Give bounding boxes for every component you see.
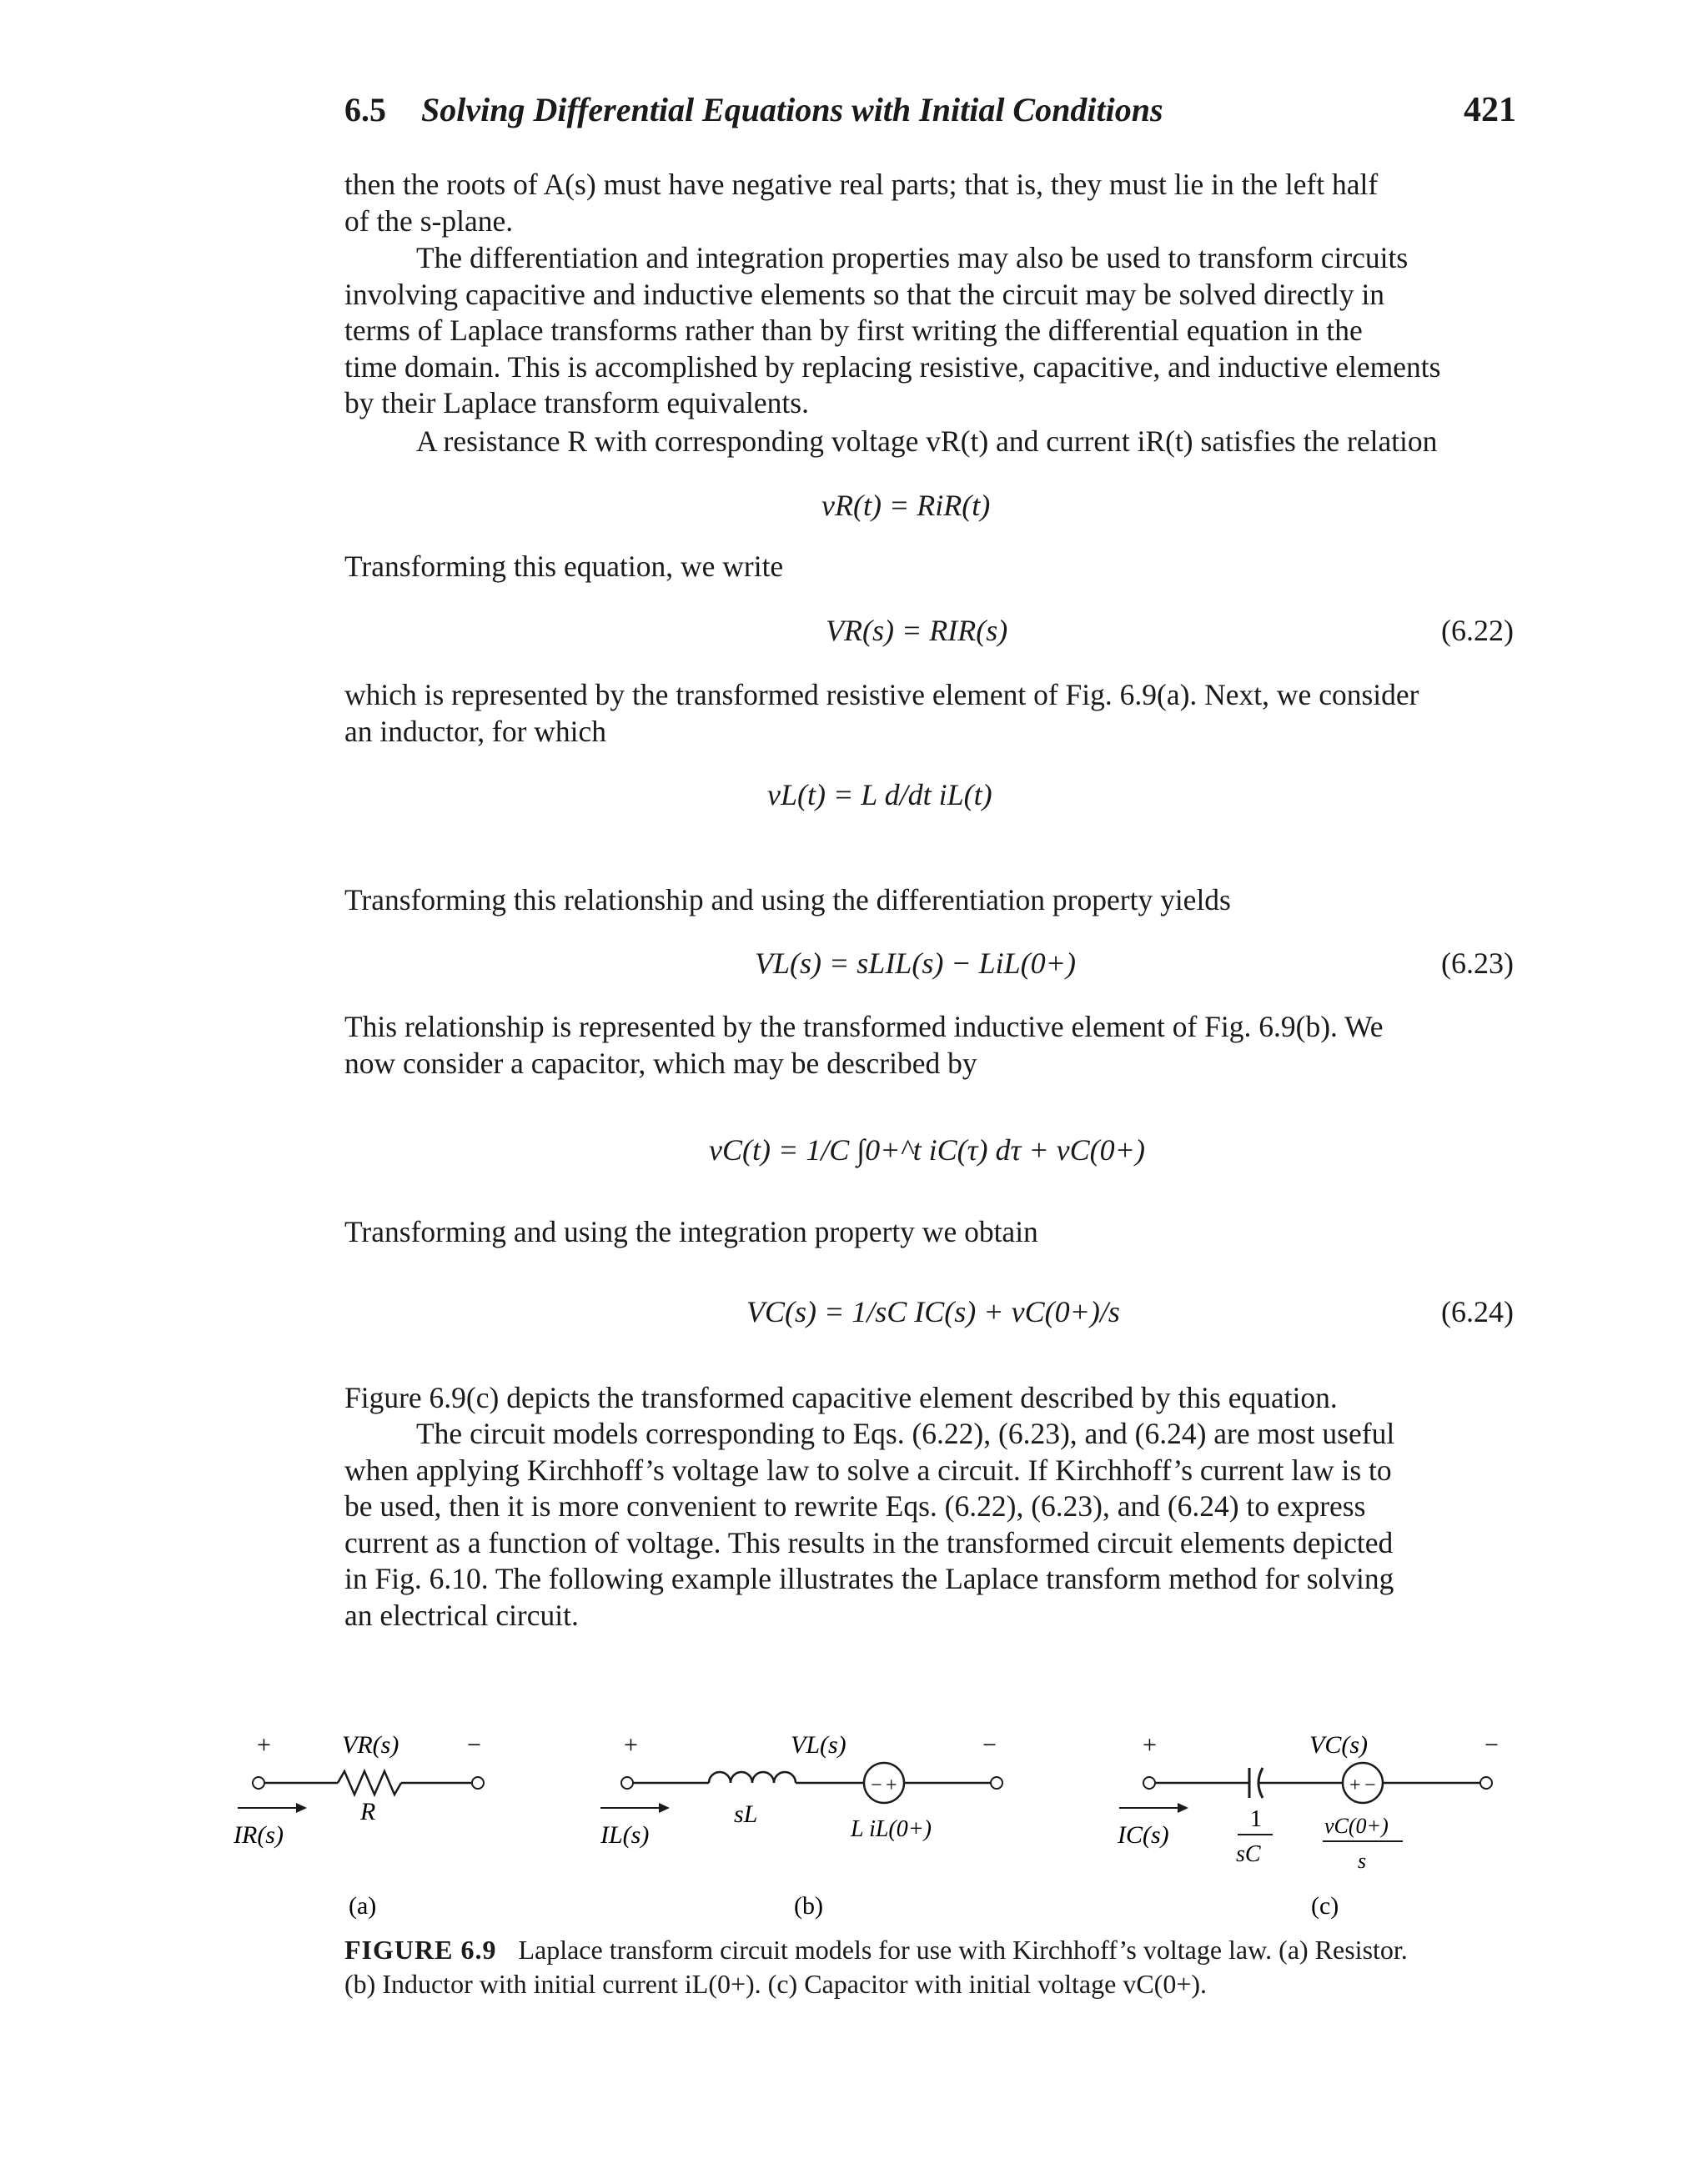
inductor-symbol [709, 1772, 796, 1783]
resistor-symbol [338, 1771, 401, 1795]
equation-6-22 [826, 613, 1007, 648]
text-line: an electrical circuit. [344, 1598, 579, 1632]
text-line: which is represented by the transformed resistive element of Fig. 6.9(a). Next, we consider [344, 678, 1419, 711]
equation-vc-time [709, 1132, 1145, 1167]
terminal-node [253, 1777, 264, 1789]
voltage-label: VR(s) [342, 1731, 399, 1759]
paragraph-figure-ref [344, 1380, 1516, 1417]
equation-number: (6.23) [1441, 946, 1514, 980]
text-line: The differentiation and integration properties may also be used to transform circuits [416, 241, 1409, 274]
paragraph-inductor-intro [344, 677, 1516, 750]
terminal-node [621, 1777, 633, 1789]
text-line: time domain. This is accomplished by replacing resistive, capacitive, and inductive elements [344, 349, 1441, 384]
minus-label: − [982, 1731, 997, 1759]
source-minus: − [1364, 1775, 1376, 1796]
text-line: Transforming and using the integration property we obtain [344, 1215, 1038, 1248]
equation-6-23 [755, 946, 1076, 981]
equation-vl-time [767, 777, 992, 812]
source-label: L iL(0+) [851, 1816, 932, 1842]
terminal-node [1480, 1777, 1492, 1789]
resistor-label: R [360, 1798, 376, 1825]
text-line: Transforming this equation, we write [344, 550, 784, 583]
equation-text: VC(s) = 1/sC IC(s) + vC(0+)/s [746, 1295, 1120, 1328]
text-line: of the s-plane. [344, 203, 514, 238]
equation-text: VL(s) = sLIL(s) − LiL(0+) [755, 946, 1076, 980]
text-line: A resistance R with corresponding voltage vR(t) and current iR(t) satisfies the relation [416, 424, 1438, 458]
text-line: in Fig. 6.10. The following example illustrates the Laplace transform method for solving [344, 1562, 1394, 1595]
equation-text: vL(t) = L d/dt iL(t) [767, 778, 992, 811]
section-title: Solving Differential Equations with Initial Conditions [421, 91, 1163, 128]
text-line: Transforming this relationship and using the differentiation property yields [344, 883, 1231, 916]
source-fraction-num: vC(0+) [1324, 1814, 1389, 1838]
figure-caption [344, 1933, 1516, 2001]
source-fraction-den: s [1358, 1849, 1367, 1873]
text-line: Figure 6.9(c) depicts the transformed capacitive element described by this equation. [344, 1381, 1338, 1414]
caption-line: (b) Inductor with initial current iL(0+). (c) Capacitor with initial voltage vC(0+). [344, 1969, 1208, 1999]
running-header [344, 90, 1516, 140]
capacitor-fraction-num: 1 [1250, 1806, 1262, 1832]
text-line: an inductor, for which [344, 714, 607, 748]
page-number: 421 [1464, 91, 1516, 129]
equation-text: vC(t) = 1/C ∫0+^t iC(τ) dτ + vC(0+) [709, 1133, 1145, 1167]
source-plus: + [886, 1775, 897, 1796]
minus-label: − [467, 1731, 481, 1759]
source-minus: − [871, 1775, 882, 1796]
terminal-node [991, 1777, 1002, 1789]
current-label: IL(s) [600, 1821, 650, 1849]
paragraph-integration [344, 1214, 1516, 1251]
paragraph-circuit-models [344, 1416, 1516, 1634]
equation-text: VR(s) = RIR(s) [826, 614, 1008, 647]
section-number: 6.5 [344, 91, 386, 128]
equation-vr-time [821, 488, 990, 523]
paragraph-transforming-eq [344, 549, 1516, 585]
capacitor-fraction-den: sC [1236, 1841, 1261, 1867]
paragraph-transform-circuits [344, 240, 1516, 422]
equation-number: (6.22) [1441, 614, 1514, 647]
voltage-label: VC(s) [1309, 1731, 1368, 1759]
text-line: now consider a capacitor, which may be described by [344, 1046, 977, 1080]
plus-label: + [624, 1731, 638, 1759]
circuit-b-inductor [600, 1731, 1002, 1920]
paragraph-capacitor-intro [344, 1009, 1516, 1082]
text-line: The circuit models corresponding to Eqs. (6.22), (6.23), and (6.24) are most useful [416, 1417, 1395, 1450]
circuit-c-capacitor [1117, 1731, 1499, 1920]
circuit-a-resistor [233, 1731, 484, 1920]
paragraph-roots [344, 167, 1516, 239]
minus-label: − [1484, 1731, 1499, 1759]
text-line: This relationship is represented by the transformed inductive element of Fig. 6.9(b). We [344, 1010, 1384, 1043]
text-line: involving capacitive and inductive elements so that the circuit may be solved directly in [344, 277, 1385, 311]
terminal-node [1143, 1777, 1155, 1789]
text-line: then the roots of A(s) must have negative real parts; that is, they must lie in the left half [344, 168, 1379, 201]
subfigure-label: (a) [349, 1892, 377, 1920]
text-line: terms of Laplace transforms rather than by first writing the differential equation in the [344, 314, 1363, 347]
text-line: when applying Kirchhoff’s voltage law to solve a circuit. If Kirchhoff’s current law is to [344, 1453, 1392, 1487]
paragraph-resistance [344, 424, 1516, 460]
text-line: current as a function of voltage. This results in the transformed circuit elements depicted [344, 1525, 1394, 1559]
caption-line: Laplace transform circuit models for use with Kirchhoff’s voltage law. (a) Resistor. [518, 1935, 1408, 1965]
figure-label: FIGURE 6.9 [344, 1935, 497, 1965]
equation-number: (6.24) [1441, 1295, 1514, 1328]
current-label: IR(s) [234, 1821, 284, 1849]
subfigure-label: (c) [1311, 1892, 1339, 1920]
source-plus: + [1349, 1775, 1361, 1796]
plus-label: + [1143, 1731, 1157, 1759]
text-line: by their Laplace transform equivalents. [344, 386, 809, 419]
equation-6-24 [746, 1294, 1120, 1329]
inductor-label: sL [734, 1800, 758, 1828]
paragraph-differentiation [344, 882, 1516, 919]
equation-text: vR(t) = RiR(t) [821, 489, 991, 522]
current-label: IC(s) [1118, 1821, 1169, 1849]
figure-6-9-circuits [225, 1718, 1510, 1926]
text-line: be used, then it is more convenient to rewrite Eqs. (6.22), (6.23), and (6.24) to express [344, 1489, 1366, 1523]
subfigure-label: (b) [794, 1892, 823, 1920]
voltage-label: VL(s) [791, 1731, 846, 1759]
terminal-node [472, 1777, 484, 1789]
plus-label: + [257, 1731, 271, 1759]
